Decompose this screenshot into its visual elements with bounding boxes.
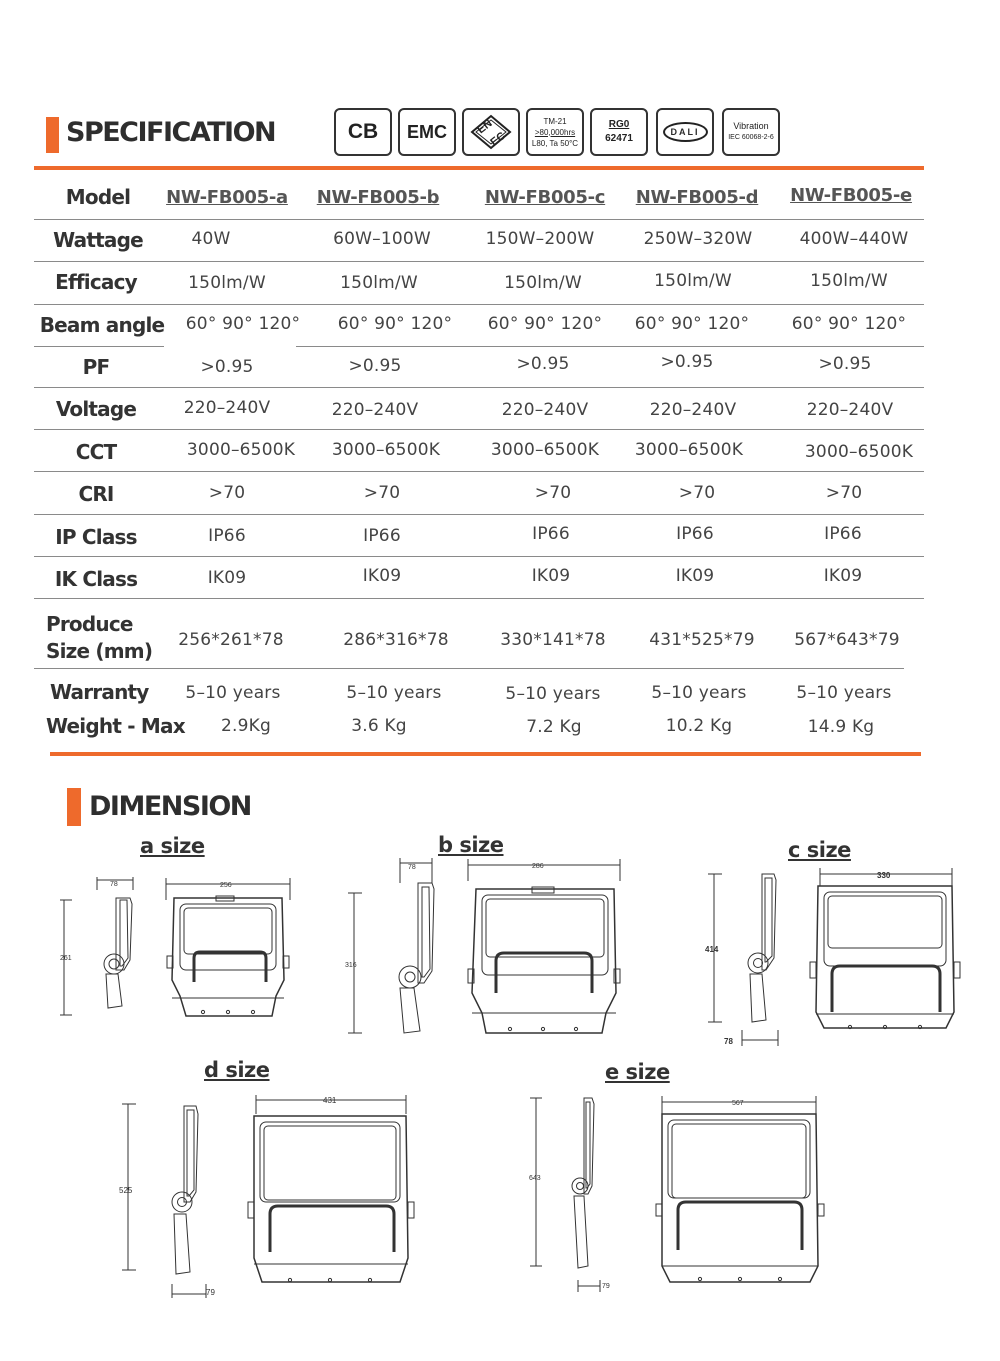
- efficacy-value-e: 150lm/W: [810, 271, 888, 291]
- e-height-dim: 643: [529, 1175, 541, 1182]
- tm21-cert-line2: >80,000hrs: [534, 127, 576, 137]
- b-width-dim: 286: [532, 863, 544, 870]
- ik-class-value-d: IK09: [675, 566, 715, 586]
- ip-class-value-c: IP66: [532, 524, 570, 544]
- warranty-label: Warranty: [50, 680, 149, 704]
- cb-cert-label: CB: [347, 120, 379, 143]
- c-height-dim: 414: [705, 945, 719, 954]
- row-divider: [34, 261, 924, 262]
- c-depth-dim: 78: [724, 1037, 733, 1046]
- cct-value-b: 3000–6500K: [331, 440, 441, 460]
- ip-class-label: IP Class: [55, 525, 137, 549]
- pf-value-e: >0.95: [818, 354, 872, 374]
- a-size-drawing: [50, 870, 300, 1030]
- row-divider: [296, 346, 924, 347]
- wattage-value-b: 60W–100W: [333, 229, 431, 249]
- model-header-d: NW-FB005-d: [635, 187, 759, 208]
- ip-class-value-e: IP66: [824, 524, 862, 544]
- b-size-label: b size: [438, 833, 504, 857]
- row-divider: [34, 556, 924, 557]
- beam-angle-label: Beam angle: [39, 313, 165, 337]
- pf-value-c: >0.95: [516, 354, 570, 374]
- ik-class-value-c: IK09: [531, 566, 571, 586]
- tm21-cert-badge: [526, 108, 584, 156]
- pf-value-a: >0.95: [200, 357, 254, 377]
- voltage-value-c: 220–240V: [501, 400, 589, 420]
- beam-angle-value-c: 60° 90° 120°: [487, 314, 603, 334]
- dimension-accent-bar: [67, 788, 81, 826]
- spec-top-divider: [34, 166, 924, 170]
- efficacy-label: Efficacy: [55, 270, 137, 294]
- d-size-label: d size: [204, 1058, 270, 1082]
- d-depth-dim: 79: [206, 1288, 215, 1297]
- row-divider: [34, 514, 924, 515]
- row-divider: [34, 668, 904, 669]
- pf-value-d: >0.95: [660, 352, 714, 372]
- produce-size-value-a: 256*261*78: [178, 630, 284, 650]
- b-size-drawing: [340, 853, 630, 1043]
- model-header-c: NW-FB005-c: [484, 187, 606, 208]
- voltage-value-e: 220–240V: [806, 400, 894, 420]
- tm21-cert-line3: L80, Ta 50°C: [531, 138, 579, 148]
- a-size-label: a size: [140, 834, 205, 858]
- emc-cert-badge: [398, 108, 456, 156]
- weight-value-b: 3.6 Kg: [351, 716, 407, 736]
- beam-angle-value-e: 60° 90° 120°: [791, 314, 907, 334]
- weight-value-d: 10.2 Kg: [665, 716, 733, 736]
- warranty-value-c: 5–10 years: [505, 684, 601, 704]
- row-divider: [34, 429, 924, 430]
- enec-cert-badge: [462, 108, 520, 156]
- b-depth-dim: 78: [408, 864, 416, 871]
- e-width-dim: 567: [732, 1100, 744, 1107]
- row-divider: [34, 304, 924, 305]
- cri-value-c: >70: [534, 483, 572, 503]
- c-size-drawing: [700, 862, 965, 1052]
- dali-cert-label: DALI: [663, 122, 708, 142]
- row-divider: [34, 598, 924, 599]
- dali-cert-badge: [656, 108, 714, 156]
- ik-class-value-e: IK09: [823, 566, 863, 586]
- row-divider: [34, 219, 924, 220]
- d-size-drawing: [110, 1092, 420, 1302]
- cct-value-d: 3000–6500K: [634, 440, 744, 460]
- warranty-value-d: 5–10 years: [651, 683, 747, 703]
- warranty-value-e: 5–10 years: [796, 683, 892, 703]
- cri-value-a: >70: [208, 483, 246, 503]
- ik-class-value-b: IK09: [362, 566, 402, 586]
- vibration-cert-line2: IEC 60068-2-6: [728, 134, 774, 141]
- weight-value-a: 2.9Kg: [221, 716, 271, 736]
- a-width-dim: 256: [220, 882, 232, 889]
- emc-cert-label: EMC: [407, 121, 447, 142]
- vibration-cert-badge: [722, 108, 780, 156]
- spec-bottom-divider: [50, 752, 921, 756]
- cri-value-b: >70: [363, 483, 401, 503]
- e-size-label: e size: [605, 1060, 670, 1084]
- beam-angle-value-b: 60° 90° 120°: [337, 314, 453, 334]
- wattage-value-e: 400W–440W: [799, 229, 909, 249]
- model-header-a: NW-FB005-a: [166, 187, 288, 208]
- produce-size-value-e: 567*643*79: [794, 630, 900, 650]
- enec-logo-icon: [466, 112, 516, 152]
- efficacy-value-d: 150lm/W: [654, 271, 732, 291]
- row-divider: [34, 387, 924, 388]
- beam-angle-value-d: 60° 90° 120°: [634, 314, 750, 334]
- d-height-dim: 525: [119, 1186, 133, 1195]
- dimension-section-title: DIMENSION: [89, 791, 251, 822]
- warranty-value-b: 5–10 years: [346, 683, 442, 703]
- weight-value-c: 7.2 Kg: [526, 717, 582, 737]
- b-height-dim: 316: [345, 962, 357, 969]
- ip-class-value-a: IP66: [208, 526, 246, 546]
- rg0-cert-line1: RG0: [608, 119, 630, 130]
- produce-size-value-c: 330*141*78: [500, 630, 606, 650]
- produce-size-value-d: 431*525*79: [649, 630, 755, 650]
- wattage-value-d: 250W–320W: [643, 229, 753, 249]
- voltage-value-d: 220–240V: [649, 400, 737, 420]
- row-divider: [34, 346, 164, 347]
- ip-class-value-b: IP66: [363, 526, 401, 546]
- efficacy-value-a: 150lm/W: [188, 273, 266, 293]
- d-width-dim: 431: [323, 1096, 337, 1105]
- svg-text:EC: EC: [488, 129, 508, 149]
- produce-size-label-line2: Size (mm): [46, 639, 153, 663]
- spec-accent-bar: [46, 117, 59, 153]
- spec-section-title: SPECIFICATION: [66, 117, 276, 148]
- produce-size-value-b: 286*316*78: [343, 630, 449, 650]
- cct-value-a: 3000–6500K: [186, 440, 296, 460]
- voltage-value-a: 220–240V: [183, 398, 271, 418]
- beam-angle-value-a: 60° 90° 120°: [185, 314, 301, 334]
- e-size-drawing: [520, 1090, 830, 1300]
- a-height-dim: 261: [60, 955, 72, 962]
- wattage-value-c: 150W–200W: [485, 229, 595, 249]
- voltage-value-b: 220–240V: [331, 400, 419, 420]
- c-width-dim: 330: [877, 871, 891, 880]
- wattage-value-a: 40W: [191, 229, 231, 249]
- cri-value-d: >70: [678, 483, 716, 503]
- model-header-e: NW-FB005-e: [790, 185, 912, 206]
- tm21-cert-line1: TM-21: [543, 116, 567, 126]
- a-depth-dim: 78: [110, 881, 118, 888]
- weight-max-label: Weight - Max: [46, 714, 185, 738]
- produce-size-label: [46, 611, 166, 665]
- svg-text:EN: EN: [475, 117, 495, 137]
- weight-value-e: 14.9 Kg: [807, 717, 875, 737]
- cri-label: CRI: [78, 482, 114, 506]
- pf-value-b: >0.95: [348, 356, 402, 376]
- e-depth-dim: 79: [602, 1283, 610, 1290]
- ip-class-value-d: IP66: [676, 524, 714, 544]
- cb-cert-badge: [334, 108, 392, 156]
- row-divider: [34, 471, 924, 472]
- voltage-label: Voltage: [55, 397, 137, 421]
- pf-label: PF: [82, 355, 110, 379]
- warranty-value-a: 5–10 years: [185, 683, 281, 703]
- cri-value-e: >70: [825, 483, 863, 503]
- efficacy-value-c: 150lm/W: [504, 273, 582, 293]
- model-header-label: Model: [65, 185, 131, 209]
- efficacy-value-b: 150lm/W: [340, 273, 418, 293]
- vibration-cert-line1: Vibration: [733, 121, 769, 131]
- model-header-b: NW-FB005-b: [316, 187, 440, 208]
- wattage-label: Wattage: [53, 228, 143, 252]
- cct-value-e: 3000–6500K: [804, 442, 914, 462]
- cct-value-c: 3000–6500K: [490, 440, 600, 460]
- ik-class-value-a: IK09: [207, 568, 247, 588]
- produce-size-label-line1: Produce: [46, 612, 133, 636]
- ik-class-label: IK Class: [54, 567, 138, 591]
- rg0-cert-line2: 62471: [605, 133, 633, 144]
- cct-label: CCT: [75, 440, 117, 464]
- rg0-cert-badge: [590, 108, 648, 156]
- c-size-label: c size: [788, 838, 851, 862]
